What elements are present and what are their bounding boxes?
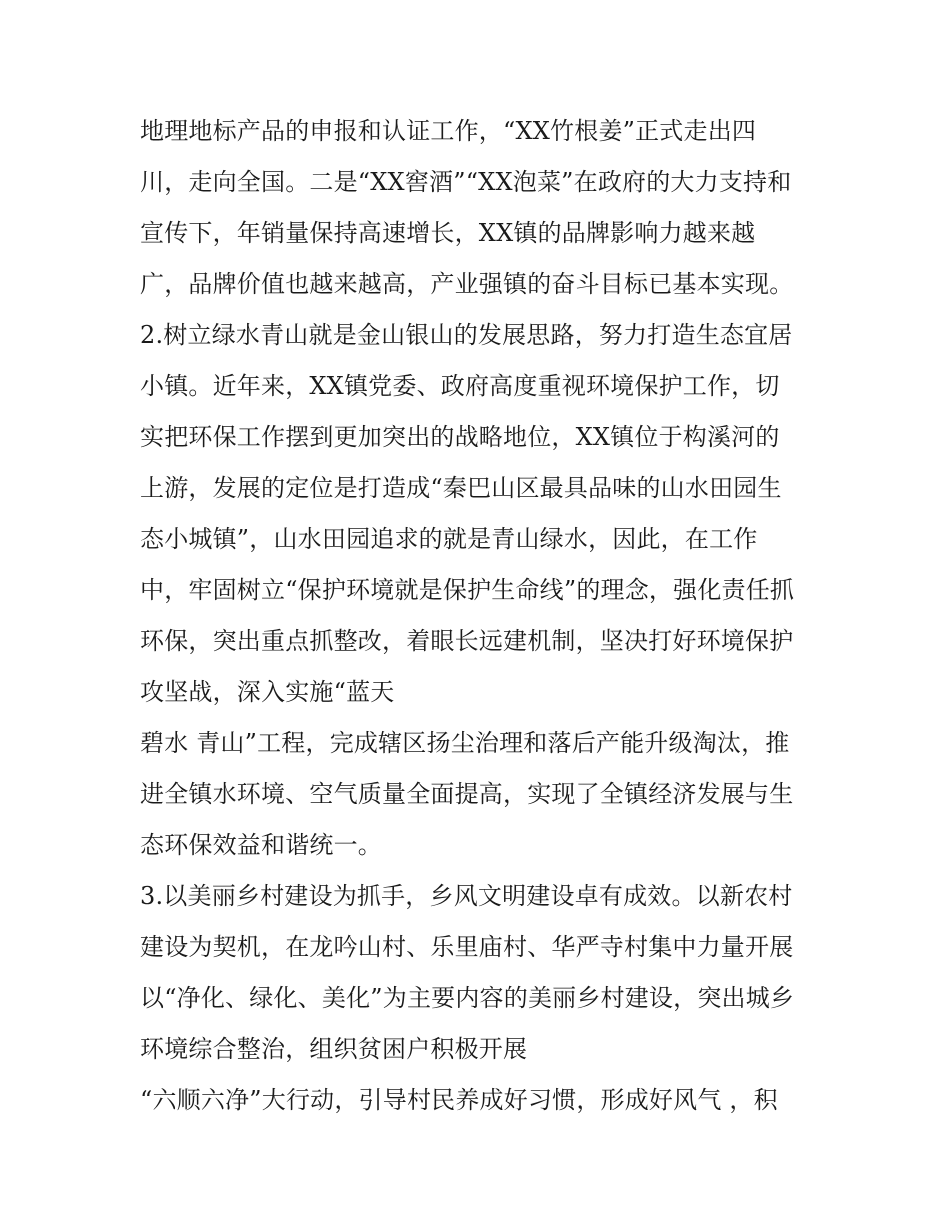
text-line: 环保，突出重点抓整改，着眼长远建机制，坚决打好环境保护: [140, 627, 794, 655]
text-line: 以“净化、绿化、美化”为主要内容的美丽乡村建设，突出城乡: [140, 984, 795, 1012]
text-line: 攻坚战，深入实施“蓝天: [140, 678, 395, 706]
text-line: 中，牢固树立“保护环境就是保护生命线”的理念，强化责任抓: [140, 576, 795, 604]
text-line: 广，品牌价值也越来越高，产业强镇的奋斗目标已基本实现。: [140, 270, 794, 298]
text-line: 小镇。近年来，XX镇党委、政府高度重视环境保护工作，切: [140, 372, 780, 400]
text-line: 3.以美丽乡村建设为抓手，乡风文明建设卓有成效。以新农村: [140, 882, 793, 910]
text-line: 态环保效益和谐统一。: [140, 831, 382, 859]
text-line: 上游，发展的定位是打造成“秦巴山区最具品味的山水田园生: [140, 474, 782, 502]
text-line: 实把环保工作摆到更加突出的战略地位，XX镇位于构溪河的: [140, 423, 780, 451]
text-line: 态小城镇”，山水田园追求的就是青山绿水，因此，在工作: [140, 525, 758, 553]
text-line: 建设为契机，在龙吟山村、乐里庙村、华严寺村集中力量开展: [140, 933, 794, 961]
text-line: 宣传下，年销量保持高速增长，XX镇的品牌影响力越来越: [140, 219, 756, 247]
text-line: 地理地标产品的申报和认证工作，“XX竹根姜”正式走出四: [140, 117, 757, 145]
text-line: 环境综合整治，组织贫困户积极开展: [140, 1035, 528, 1063]
text-line: 川，走向全国。二是“XX窖酒”“XX泡菜”在政府的大力支持和: [140, 168, 792, 196]
document-body: [140, 106, 830, 1126]
text-line: 进全镇水环境、空气质量全面提高，实现了全镇经济发展与生: [140, 780, 794, 808]
text-line: 2.树立绿水青山就是金山银山的发展思路，努力打造生态宜居: [140, 321, 793, 349]
text-line: “六顺六净”大行动，引导村民养成好习惯，形成好风气 ，积: [140, 1086, 778, 1114]
text-line: 碧水 青山”工程，完成辖区扬尘治理和落后产能升级淘汰，推: [140, 729, 790, 757]
